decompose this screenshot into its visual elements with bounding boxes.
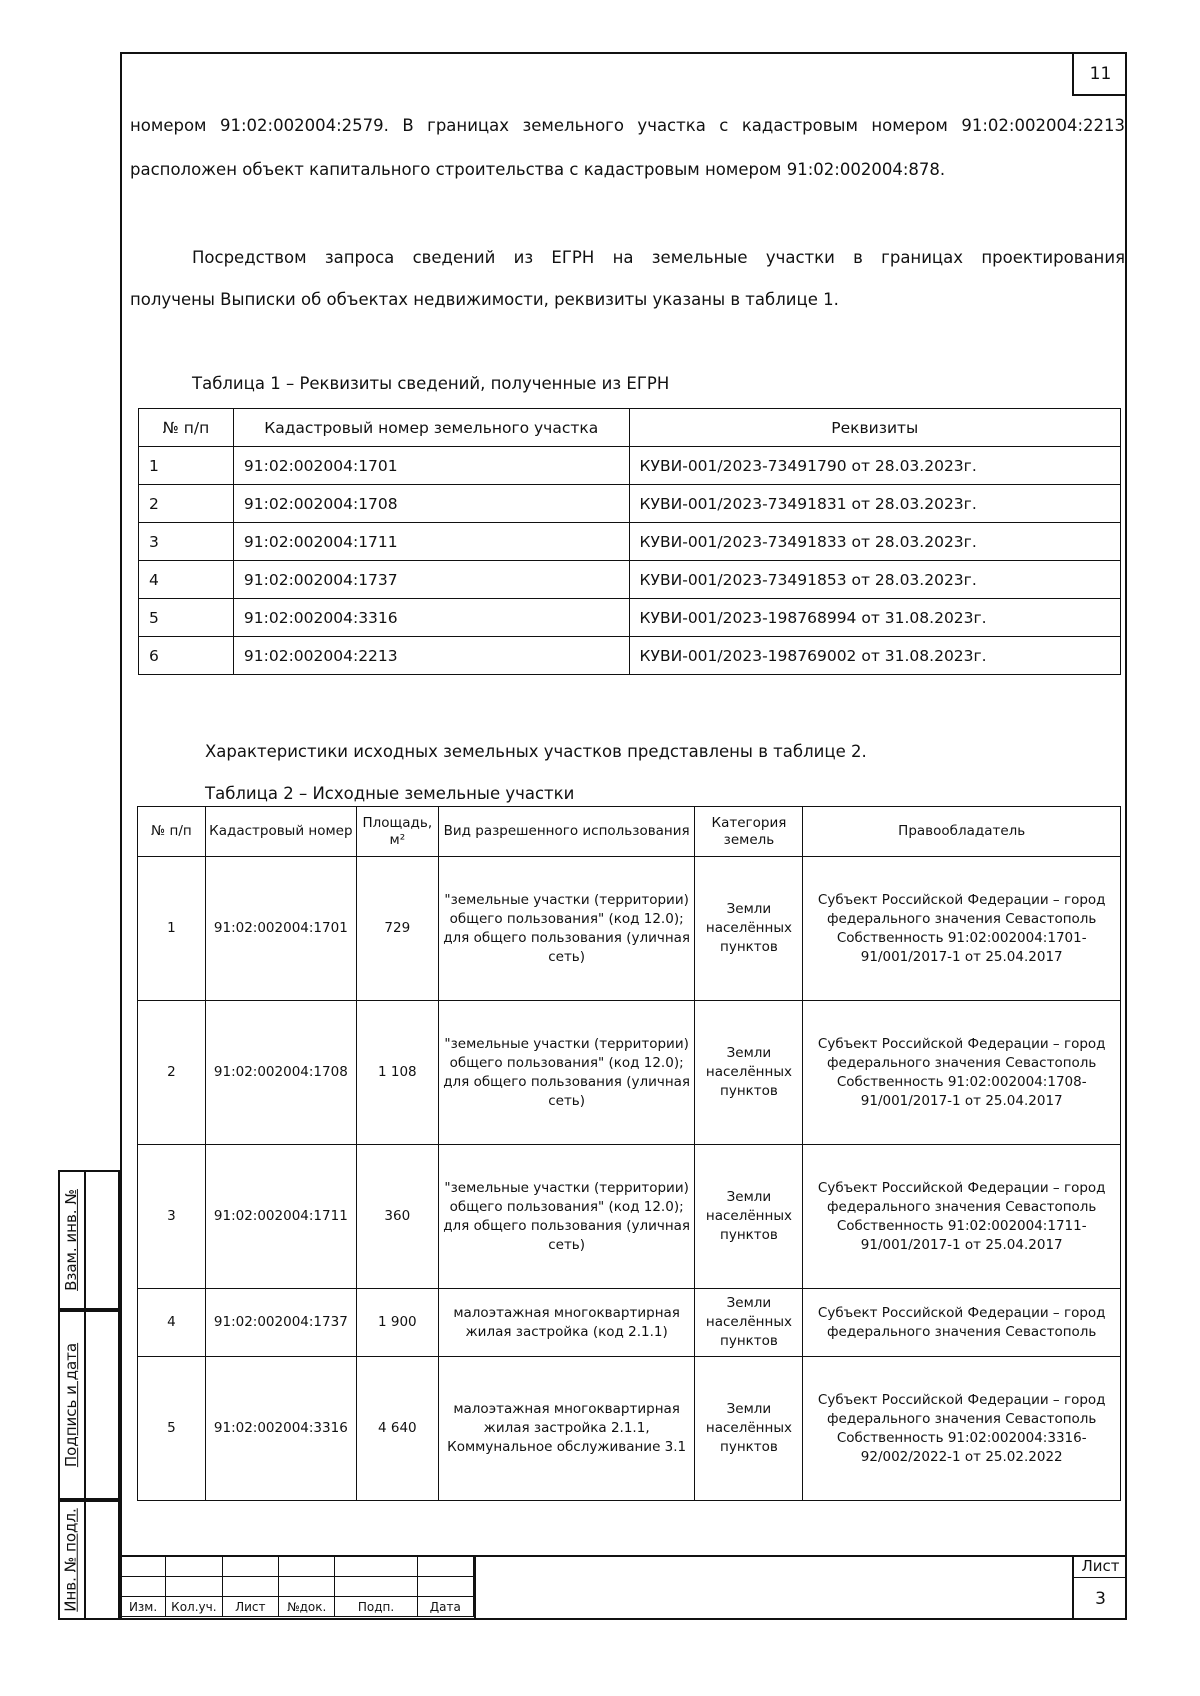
table-cell: 1 [139,447,234,485]
table2-header-cell: Площадь, м² [356,807,438,857]
table-cell: КУВИ-001/2023-73491833 от 28.03.2023г. [629,523,1120,561]
table-cell: 91:02:002004:1711 [233,523,629,561]
stamp-divider [474,1555,476,1620]
stamp-label: №док. [279,1597,335,1617]
stamp-label: Кол.уч. [166,1597,222,1617]
table-cell: Субъект Российской Федерации – город федерального значения Севастополь Собственность 91:02:002004:3316-92/002/2022-1 от 25.02.2022 [803,1357,1121,1501]
table-cell: 3 [139,523,234,561]
table2-header-cell: Вид разрешенного использования [438,807,695,857]
stamp-label: Изм. [121,1597,166,1617]
table-row [138,857,1121,1001]
sheet-box [1072,1555,1127,1620]
table1-header-cell: Реквизиты [629,409,1120,447]
table-cell: Субъект Российской Федерации – город федерального значения Севастополь Собственность 91:02:002004:1708-91/001/2017-1 от 25.04.2017 [803,1001,1121,1145]
table-cell: 360 [356,1145,438,1289]
stamp-label: Лист [222,1597,278,1617]
paragraph-2-line-1: Посредством запроса сведений из ЕГРН на земельные участки в границах проектирования [192,248,1125,267]
table-cell: "земельные участки (территории) общего пользования" (код 12.0); для общего пользования (уличная сеть) [438,1145,695,1289]
table-cell: 1 900 [356,1289,438,1357]
table-cell: 91:02:002004:1737 [205,1289,356,1357]
table-cell: малоэтажная многоквартирная жилая застройка 2.1.1, Коммунальное обслуживание 3.1 [438,1357,695,1501]
table-row [139,561,1121,599]
table-cell: 6 [139,637,234,675]
table-cell: КУВИ-001/2023-73491790 от 28.03.2023г. [629,447,1120,485]
table-cell: 729 [356,857,438,1001]
table-row [138,1145,1121,1289]
paragraph-1-line-1: номером 91:02:002004:2579. В границах земельного участка с кадастровым номером 91:02:002004:2213 [130,116,1125,135]
table-cell: 4 [139,561,234,599]
table-cell: Земли населённых пунктов [695,1145,803,1289]
table-cell: 91:02:002004:1701 [205,857,356,1001]
side-label-inv-podl: Инв. № подл. [62,1508,81,1612]
side-label-vzam: Взам. инв. № [62,1189,80,1291]
table-cell: КУВИ-001/2023-73491831 от 28.03.2023г. [629,485,1120,523]
table-cell: Земли населённых пунктов [695,857,803,1001]
sheet-number: 3 [1095,1589,1106,1609]
paragraph-2-line-2: получены Выписки об объектах недвижимости, реквизиты указаны в таблице 1. [130,290,839,309]
table-cell: 91:02:002004:3316 [205,1357,356,1501]
table-cell: 91:02:002004:2213 [233,637,629,675]
table-cell: 4 [138,1289,206,1357]
table2-header-cell: Категория земель [695,807,803,857]
table-cell: малоэтажная многоквартирная жилая застройка (код 2.1.1) [438,1289,695,1357]
table-cell: 91:02:002004:1708 [205,1001,356,1145]
stamp-top-line [474,1555,1127,1557]
table-cell: 91:02:002004:3316 [233,599,629,637]
table2-caption: Таблица 2 – Исходные земельные участки [205,784,575,803]
title-block [120,1555,1127,1620]
paragraph-1-line-2: расположен объект капитального строительства с кадастровым номером 91:02:002004:878. [130,160,946,179]
table-cell: Земли населённых пунктов [695,1289,803,1357]
table2-header-cell: Кадастровый номер [205,807,356,857]
table-cell: 4 640 [356,1357,438,1501]
table-cell: 5 [139,599,234,637]
table-cell: 5 [138,1357,206,1501]
table-cell: 1 108 [356,1001,438,1145]
side-label-podpis: Подпись и дата [62,1342,80,1468]
stamp-label: Подп. [335,1597,417,1617]
table-row [138,1289,1121,1357]
page-number: 11 [1072,52,1127,96]
table2 [137,806,1121,1501]
table-row [139,637,1121,675]
table-cell: КУВИ-001/2023-73491853 от 28.03.2023г. [629,561,1120,599]
table-row [139,485,1121,523]
table-cell: КУВИ-001/2023-198769002 от 31.08.2023г. [629,637,1120,675]
side-divider [84,1170,86,1620]
table-cell: 91:02:002004:1708 [233,485,629,523]
table1-caption: Таблица 1 – Реквизиты сведений, полученные из ЕГРН [192,374,670,393]
table2-header-cell: Правообладатель [803,807,1121,857]
table-cell: 3 [138,1145,206,1289]
table-cell: 1 [138,857,206,1001]
table2-header-row [138,807,1121,857]
table-cell: 91:02:002004:1701 [233,447,629,485]
table-cell: 2 [138,1001,206,1145]
table-cell: Субъект Российской Федерации – город федерального значения Севастополь [803,1289,1121,1357]
table-row [138,1001,1121,1145]
table1-header-row [139,409,1121,447]
table2-header-cell: № п/п [138,807,206,857]
table-cell: КУВИ-001/2023-198768994 от 31.08.2023г. [629,599,1120,637]
table-cell: Субъект Российской Федерации – город федерального значения Севастополь Собственность 91:02:002004:1701-91/001/2017-1 от 25.04.2017 [803,857,1121,1001]
table-cell: Земли населённых пунктов [695,1001,803,1145]
table-cell: Субъект Российской Федерации – город федерального значения Севастополь Собственность 91:02:002004:1711-91/001/2017-1 от 25.04.2017 [803,1145,1121,1289]
stamp-label: Дата [417,1597,473,1617]
table-row [139,523,1121,561]
table-cell: "земельные участки (территории) общего пользования" (код 12.0); для общего пользования (уличная сеть) [438,1001,695,1145]
table-cell: 2 [139,485,234,523]
table1-header-cell: Кадастровый номер земельного участка [233,409,629,447]
table-cell: Земли населённых пунктов [695,1357,803,1501]
table-cell: 91:02:002004:1711 [205,1145,356,1289]
stamp-table [120,1555,474,1617]
table-row [138,1357,1121,1501]
table-cell: "земельные участки (территории) общего пользования" (код 12.0); для общего пользования (уличная сеть) [438,857,695,1001]
table-row [139,447,1121,485]
table-cell: 91:02:002004:1737 [233,561,629,599]
table1 [138,408,1121,675]
paragraph-3: Характеристики исходных земельных участков представлены в таблице 2. [205,742,867,761]
sheet-label: Лист [1074,1555,1127,1578]
table-row [139,599,1121,637]
table1-header-cell: № п/п [139,409,234,447]
